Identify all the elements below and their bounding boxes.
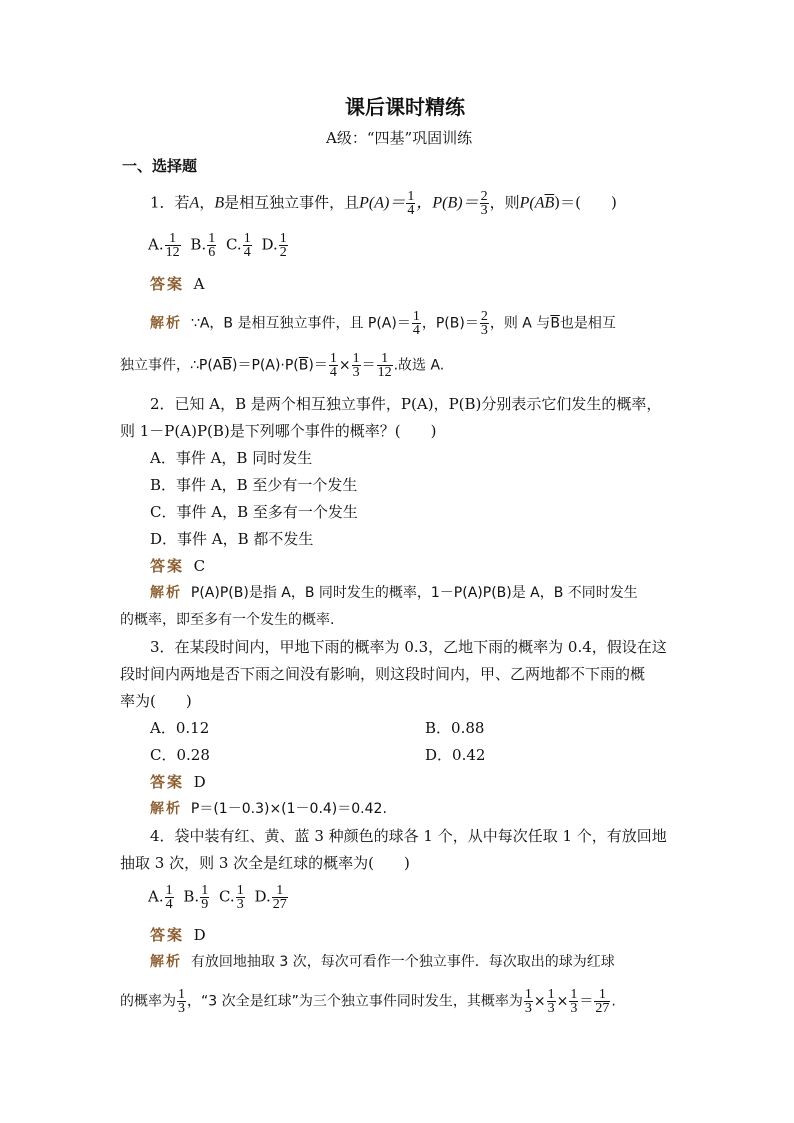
q1-answer: 答案 A: [150, 275, 205, 293]
q3-option-c: C．0.28: [150, 746, 210, 764]
fraction: $\frac{1}{4}$: [407, 189, 415, 218]
q2-option-a: A．事件 A，B 同时发生: [150, 449, 313, 467]
q2-option-d: D．事件 A，B 都不发生: [150, 530, 314, 548]
q2-stem-line1: 2．已知 A，B 是两个相互独立事件，P(A)，P(B)分别表示它们发生的概率，: [150, 395, 662, 413]
page-title: 课后课时精练: [345, 95, 465, 119]
q3-stem-line3: 率为( ): [120, 692, 192, 710]
option-d: D. $\frac{1}{27}$: [254, 883, 287, 912]
q2-option-c: C．事件 A，B 至多有一个发生: [150, 503, 358, 521]
page-subtitle: A级：“四基”巩固训练: [326, 129, 473, 147]
fraction: $\frac{2}{3}$: [480, 189, 488, 218]
q1-analysis-line1: 解析 ∵A，B 是相互独立事件，且 P(A)＝ $\frac{1}{4}$ ，P(B)＝ $\frac{2}{3}$ ，则 A 与$\overline{B}$也是相互: [150, 309, 616, 338]
section-heading: 一、选择题: [122, 157, 198, 175]
q4-options: [148, 884, 289, 911]
q2-stem-line2: 则 1－P(A)P(B)是下列哪个事件的概率？( ): [120, 422, 437, 440]
q2-option-b: B．事件 A，B 至少有一个发生: [150, 476, 358, 494]
q3-option-d: D．0.42: [425, 746, 486, 764]
q3-stem-line1: 3．在某段时间内，甲地下雨的概率为 0.3，乙地下雨的概率为 0.4，假设在这: [150, 638, 667, 656]
q2-analysis-line2: 的概率，即至多有一个发生的概率.: [120, 612, 335, 628]
option-b: B. $\frac{1}{9}$: [183, 883, 209, 912]
q1-options: [148, 232, 289, 259]
option-b: B. $\frac{1}{6}$: [190, 231, 216, 260]
q2-answer: 答案 C: [150, 557, 206, 575]
q1-stem: 1．若A，B是相互独立事件，且P(A)＝ $\frac{1}{4}$ ，P(B)＝ $\frac{2}{3}$ ，则$P(A\overline{B})=$( ): [150, 189, 617, 218]
q1-analysis-line2: 独立事件，$\therefore P(A\overline{B})=P(A)\cdot P(\overline{B})=$ $\frac{1}{4}$ × $\frac{1}{3}$ ＝ $\frac{1}{12}$ .故选 A.: [120, 351, 445, 380]
option-c: C. $\frac{1}{3}$: [218, 883, 244, 912]
q4-stem-line1: 4．袋中装有红、黄、蓝 3 种颜色的球各 1 个，从中每次任取 1 个，有放回地: [150, 827, 667, 845]
option-a: A. $\frac{1}{4}$: [148, 883, 173, 912]
q3-answer: 答案 D: [150, 773, 206, 791]
option-a: A. $\frac{1}{12}$: [148, 231, 180, 260]
option-c: C. $\frac{1}{4}$: [225, 231, 251, 260]
q4-analysis-line1: 解析 有放回地抽取 3 次，每次可看作一个独立事件．每次取出的球为红球: [150, 954, 615, 970]
q4-stem-line2: 抽取 3 次，则 3 次全是红球的概率为( ): [120, 854, 410, 872]
q4-answer: 答案 D: [150, 926, 206, 944]
q3-analysis: 解析 P＝(1－0.3)×(1－0.4)＝0.42.: [150, 801, 387, 817]
option-d: D. $\frac{1}{2}$: [261, 231, 287, 260]
q3-option-a: A．0.12: [150, 719, 210, 737]
q4-analysis-line2: 的概率为 $\frac{1}{3}$ ，“3 次全是红球”为三个独立事件同时发生，其概率为 $\frac{1}{3}$ × $\frac{1}{3}$ × $\frac{1}{3}$ ＝ $\frac{1}{27}$ .: [120, 987, 616, 1016]
q3-option-b: B．0.88: [425, 719, 485, 737]
q2-analysis-line1: 解析 P(A)P(B)是指 A，B 同时发生的概率，1－P(A)P(B)是 A，B 不同时发生: [150, 585, 638, 601]
q3-stem-line2: 段时间内两地是否下雨之间没有影响，则这段时间内，甲、乙两地都不下雨的概: [120, 665, 646, 683]
